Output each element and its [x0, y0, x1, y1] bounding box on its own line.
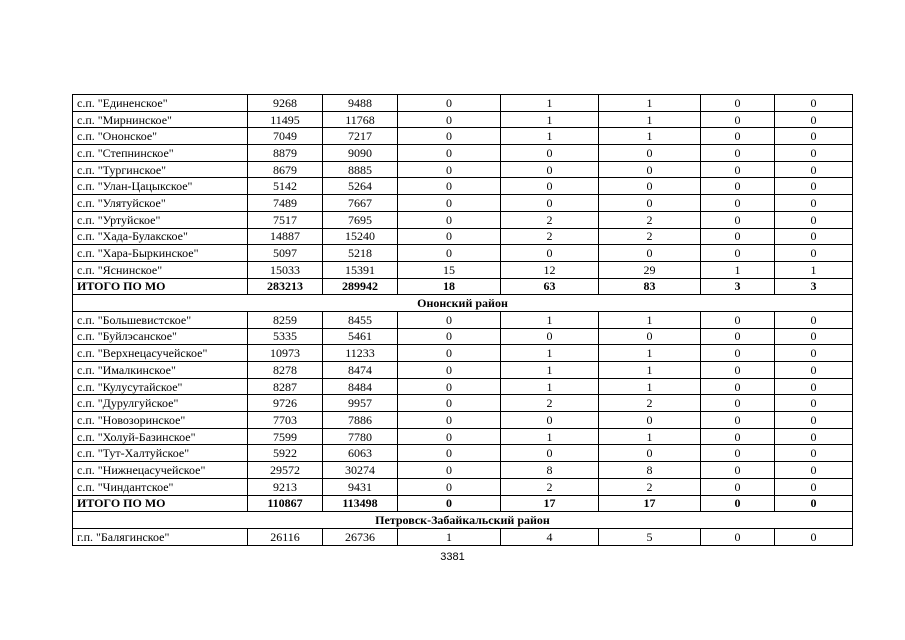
value-cell: 0: [398, 412, 501, 429]
value-cell: 0: [775, 161, 853, 178]
value-cell: 0: [398, 228, 501, 245]
value-cell: 0: [775, 428, 853, 445]
table-row: [73, 161, 853, 178]
value-cell: 8: [501, 462, 599, 479]
value-cell: 0: [398, 378, 501, 395]
value-cell: 8879: [248, 145, 323, 162]
value-cell: 0: [775, 311, 853, 328]
value-cell: 1: [599, 362, 701, 379]
value-cell: 8287: [248, 378, 323, 395]
table-row: [73, 311, 853, 328]
value-cell: 0: [775, 528, 853, 545]
total-value-cell: 18: [398, 278, 501, 295]
value-cell: 0: [701, 95, 775, 112]
value-cell: 8474: [323, 362, 398, 379]
value-cell: 0: [701, 245, 775, 262]
value-cell: 1: [599, 428, 701, 445]
value-cell: 5097: [248, 245, 323, 262]
total-value-cell: 0: [398, 495, 501, 512]
value-cell: 0: [398, 95, 501, 112]
value-cell: 0: [701, 195, 775, 212]
total-value-cell: 3: [701, 278, 775, 295]
settlement-name-cell: с.п. "Улятуйское": [73, 195, 248, 212]
total-value-cell: 3: [775, 278, 853, 295]
value-cell: 1: [501, 128, 599, 145]
settlement-name-cell: с.п. "Тут-Халтуйское": [73, 445, 248, 462]
value-cell: 7517: [248, 211, 323, 228]
settlement-name-cell: с.п. "Тургинское": [73, 161, 248, 178]
value-cell: 0: [775, 128, 853, 145]
value-cell: 0: [775, 395, 853, 412]
value-cell: 2: [501, 211, 599, 228]
value-cell: 15: [398, 261, 501, 278]
table-row: [73, 445, 853, 462]
table-row: [73, 245, 853, 262]
value-cell: 0: [398, 462, 501, 479]
table-row: [73, 228, 853, 245]
table-row: [73, 528, 853, 545]
value-cell: 1: [599, 345, 701, 362]
value-cell: 0: [775, 111, 853, 128]
settlement-name-cell: с.п. "Мирнинское": [73, 111, 248, 128]
value-cell: 0: [775, 345, 853, 362]
total-label-cell: ИТОГО ПО МО: [73, 495, 248, 512]
value-cell: 0: [501, 445, 599, 462]
settlement-name-cell: с.п. "Яснинское": [73, 261, 248, 278]
value-cell: 15240: [323, 228, 398, 245]
table-row: [73, 378, 853, 395]
value-cell: 7703: [248, 412, 323, 429]
value-cell: 30274: [323, 462, 398, 479]
value-cell: 1: [775, 261, 853, 278]
value-cell: 15033: [248, 261, 323, 278]
value-cell: 1: [599, 128, 701, 145]
table-row: [73, 362, 853, 379]
value-cell: 0: [398, 161, 501, 178]
value-cell: 0: [775, 245, 853, 262]
value-cell: 5461: [323, 328, 398, 345]
value-cell: 11233: [323, 345, 398, 362]
value-cell: 9213: [248, 478, 323, 495]
value-cell: 0: [701, 161, 775, 178]
value-cell: 1: [501, 95, 599, 112]
value-cell: 8484: [323, 378, 398, 395]
total-value-cell: 17: [501, 495, 599, 512]
value-cell: 0: [701, 311, 775, 328]
value-cell: 0: [501, 161, 599, 178]
value-cell: 7599: [248, 428, 323, 445]
value-cell: 0: [398, 311, 501, 328]
value-cell: 7217: [323, 128, 398, 145]
value-cell: 0: [775, 195, 853, 212]
value-cell: 5264: [323, 178, 398, 195]
value-cell: 8: [599, 462, 701, 479]
value-cell: 7489: [248, 195, 323, 212]
value-cell: 2: [599, 478, 701, 495]
value-cell: 1: [501, 362, 599, 379]
value-cell: 8259: [248, 311, 323, 328]
value-cell: 0: [398, 195, 501, 212]
value-cell: 0: [398, 178, 501, 195]
value-cell: 0: [398, 445, 501, 462]
value-cell: 0: [599, 245, 701, 262]
settlement-name-cell: с.п. "Большевистское": [73, 311, 248, 328]
value-cell: 1: [501, 378, 599, 395]
settlement-name-cell: с.п. "Холуй-Базинское": [73, 428, 248, 445]
total-value-cell: 63: [501, 278, 599, 295]
value-cell: 0: [599, 195, 701, 212]
value-cell: 29572: [248, 462, 323, 479]
value-cell: 0: [701, 345, 775, 362]
value-cell: 0: [701, 395, 775, 412]
value-cell: 6063: [323, 445, 398, 462]
value-cell: 7049: [248, 128, 323, 145]
value-cell: 0: [398, 345, 501, 362]
value-cell: 5: [599, 528, 701, 545]
settlement-name-cell: с.п. "Степнинское": [73, 145, 248, 162]
table-row: [73, 412, 853, 429]
settlement-name-cell: с.п. "Улан-Цацыкское": [73, 178, 248, 195]
value-cell: 0: [701, 445, 775, 462]
value-cell: 0: [775, 412, 853, 429]
total-row: [73, 495, 853, 512]
section-title: Петровск-Забайкальский район: [73, 512, 853, 529]
value-cell: 0: [599, 145, 701, 162]
total-label-cell: ИТОГО ПО МО: [73, 278, 248, 295]
settlement-name-cell: с.п. "Верхнецасучейское": [73, 345, 248, 362]
settlement-name-cell: г.п. "Балягинское": [73, 528, 248, 545]
value-cell: 0: [599, 178, 701, 195]
value-cell: 26736: [323, 528, 398, 545]
value-cell: 1: [599, 378, 701, 395]
value-cell: 0: [501, 412, 599, 429]
value-cell: 0: [398, 395, 501, 412]
value-cell: 0: [398, 428, 501, 445]
value-cell: 9431: [323, 478, 398, 495]
value-cell: 0: [701, 228, 775, 245]
value-cell: 0: [775, 462, 853, 479]
value-cell: 5922: [248, 445, 323, 462]
settlement-name-cell: с.п. "Уртуйское": [73, 211, 248, 228]
value-cell: 7695: [323, 211, 398, 228]
value-cell: 5142: [248, 178, 323, 195]
table-row: [73, 261, 853, 278]
value-cell: 1: [599, 111, 701, 128]
value-cell: 1: [501, 311, 599, 328]
value-cell: 2: [599, 211, 701, 228]
value-cell: 0: [398, 478, 501, 495]
settlement-name-cell: с.п. "Единенское": [73, 95, 248, 112]
value-cell: 0: [599, 445, 701, 462]
value-cell: 0: [775, 228, 853, 245]
section-title: Ононский район: [73, 295, 853, 312]
value-cell: 7667: [323, 195, 398, 212]
settlement-name-cell: с.п. "Дурулгуйское": [73, 395, 248, 412]
page-number: 3381: [440, 551, 465, 563]
value-cell: 9090: [323, 145, 398, 162]
value-cell: 0: [775, 145, 853, 162]
value-cell: 9268: [248, 95, 323, 112]
table-row: [73, 95, 853, 112]
value-cell: 2: [501, 395, 599, 412]
value-cell: 8885: [323, 161, 398, 178]
value-cell: 0: [701, 428, 775, 445]
value-cell: 7886: [323, 412, 398, 429]
total-value-cell: 110867: [248, 495, 323, 512]
value-cell: 0: [701, 528, 775, 545]
table-row: [73, 395, 853, 412]
value-cell: 0: [398, 328, 501, 345]
value-cell: 0: [775, 328, 853, 345]
value-cell: 2: [599, 228, 701, 245]
value-cell: 1: [501, 428, 599, 445]
value-cell: 0: [398, 145, 501, 162]
value-cell: 0: [701, 362, 775, 379]
value-cell: 0: [701, 328, 775, 345]
value-cell: 0: [775, 362, 853, 379]
section-header-row: [73, 512, 853, 529]
value-cell: 0: [398, 128, 501, 145]
total-value-cell: 83: [599, 278, 701, 295]
table-row: [73, 328, 853, 345]
table-row: [73, 478, 853, 495]
total-value-cell: 0: [775, 495, 853, 512]
data-table: [72, 94, 853, 546]
value-cell: 9488: [323, 95, 398, 112]
value-cell: 5335: [248, 328, 323, 345]
value-cell: 26116: [248, 528, 323, 545]
settlement-name-cell: с.п. "Ононское": [73, 128, 248, 145]
table-row: [73, 345, 853, 362]
value-cell: 0: [775, 378, 853, 395]
settlement-name-cell: с.п. "Новозоринское": [73, 412, 248, 429]
value-cell: 0: [599, 161, 701, 178]
total-value-cell: 113498: [323, 495, 398, 512]
value-cell: 0: [599, 328, 701, 345]
value-cell: 0: [775, 95, 853, 112]
value-cell: 0: [775, 211, 853, 228]
value-cell: 9726: [248, 395, 323, 412]
value-cell: 0: [501, 178, 599, 195]
section-header-row: [73, 295, 853, 312]
value-cell: 0: [775, 478, 853, 495]
value-cell: 0: [701, 145, 775, 162]
settlement-name-cell: с.п. "Нижнецасучейское": [73, 462, 248, 479]
table-row: [73, 462, 853, 479]
value-cell: 0: [701, 111, 775, 128]
total-value-cell: 283213: [248, 278, 323, 295]
value-cell: 0: [701, 378, 775, 395]
value-cell: 0: [501, 245, 599, 262]
value-cell: 0: [775, 445, 853, 462]
value-cell: 11495: [248, 111, 323, 128]
value-cell: 0: [701, 211, 775, 228]
value-cell: 8679: [248, 161, 323, 178]
value-cell: 0: [398, 245, 501, 262]
value-cell: 0: [775, 178, 853, 195]
value-cell: 5218: [323, 245, 398, 262]
value-cell: 0: [701, 412, 775, 429]
total-value-cell: 17: [599, 495, 701, 512]
value-cell: 11768: [323, 111, 398, 128]
value-cell: 1: [501, 345, 599, 362]
value-cell: 0: [701, 178, 775, 195]
value-cell: 12: [501, 261, 599, 278]
total-value-cell: 289942: [323, 278, 398, 295]
table-row: [73, 128, 853, 145]
value-cell: 0: [501, 145, 599, 162]
value-cell: 0: [701, 478, 775, 495]
value-cell: 0: [398, 362, 501, 379]
settlement-name-cell: с.п. "Хара-Быркинское": [73, 245, 248, 262]
value-cell: 1: [501, 111, 599, 128]
value-cell: 1: [599, 95, 701, 112]
table-row: [73, 211, 853, 228]
value-cell: 29: [599, 261, 701, 278]
value-cell: 0: [701, 462, 775, 479]
value-cell: 0: [398, 211, 501, 228]
value-cell: 0: [501, 328, 599, 345]
table-row: [73, 111, 853, 128]
total-row: [73, 278, 853, 295]
value-cell: 0: [398, 111, 501, 128]
value-cell: 0: [599, 412, 701, 429]
value-cell: 1: [398, 528, 501, 545]
settlement-name-cell: с.п. "Буйлэсанское": [73, 328, 248, 345]
table-row: [73, 178, 853, 195]
value-cell: 4: [501, 528, 599, 545]
settlement-name-cell: с.п. "Ималкинское": [73, 362, 248, 379]
value-cell: 0: [701, 128, 775, 145]
table-row: [73, 195, 853, 212]
value-cell: 7780: [323, 428, 398, 445]
table-row: [73, 428, 853, 445]
value-cell: 1: [701, 261, 775, 278]
value-cell: 15391: [323, 261, 398, 278]
value-cell: 0: [501, 195, 599, 212]
settlement-name-cell: с.п. "Чиндантское": [73, 478, 248, 495]
settlement-name-cell: с.п. "Кулусутайское": [73, 378, 248, 395]
value-cell: 9957: [323, 395, 398, 412]
settlement-name-cell: с.п. "Хада-Булакское": [73, 228, 248, 245]
value-cell: 14887: [248, 228, 323, 245]
table-row: [73, 145, 853, 162]
value-cell: 10973: [248, 345, 323, 362]
value-cell: 1: [599, 311, 701, 328]
value-cell: 8455: [323, 311, 398, 328]
value-cell: 2: [501, 228, 599, 245]
value-cell: 2: [501, 478, 599, 495]
total-value-cell: 0: [701, 495, 775, 512]
value-cell: 2: [599, 395, 701, 412]
value-cell: 8278: [248, 362, 323, 379]
